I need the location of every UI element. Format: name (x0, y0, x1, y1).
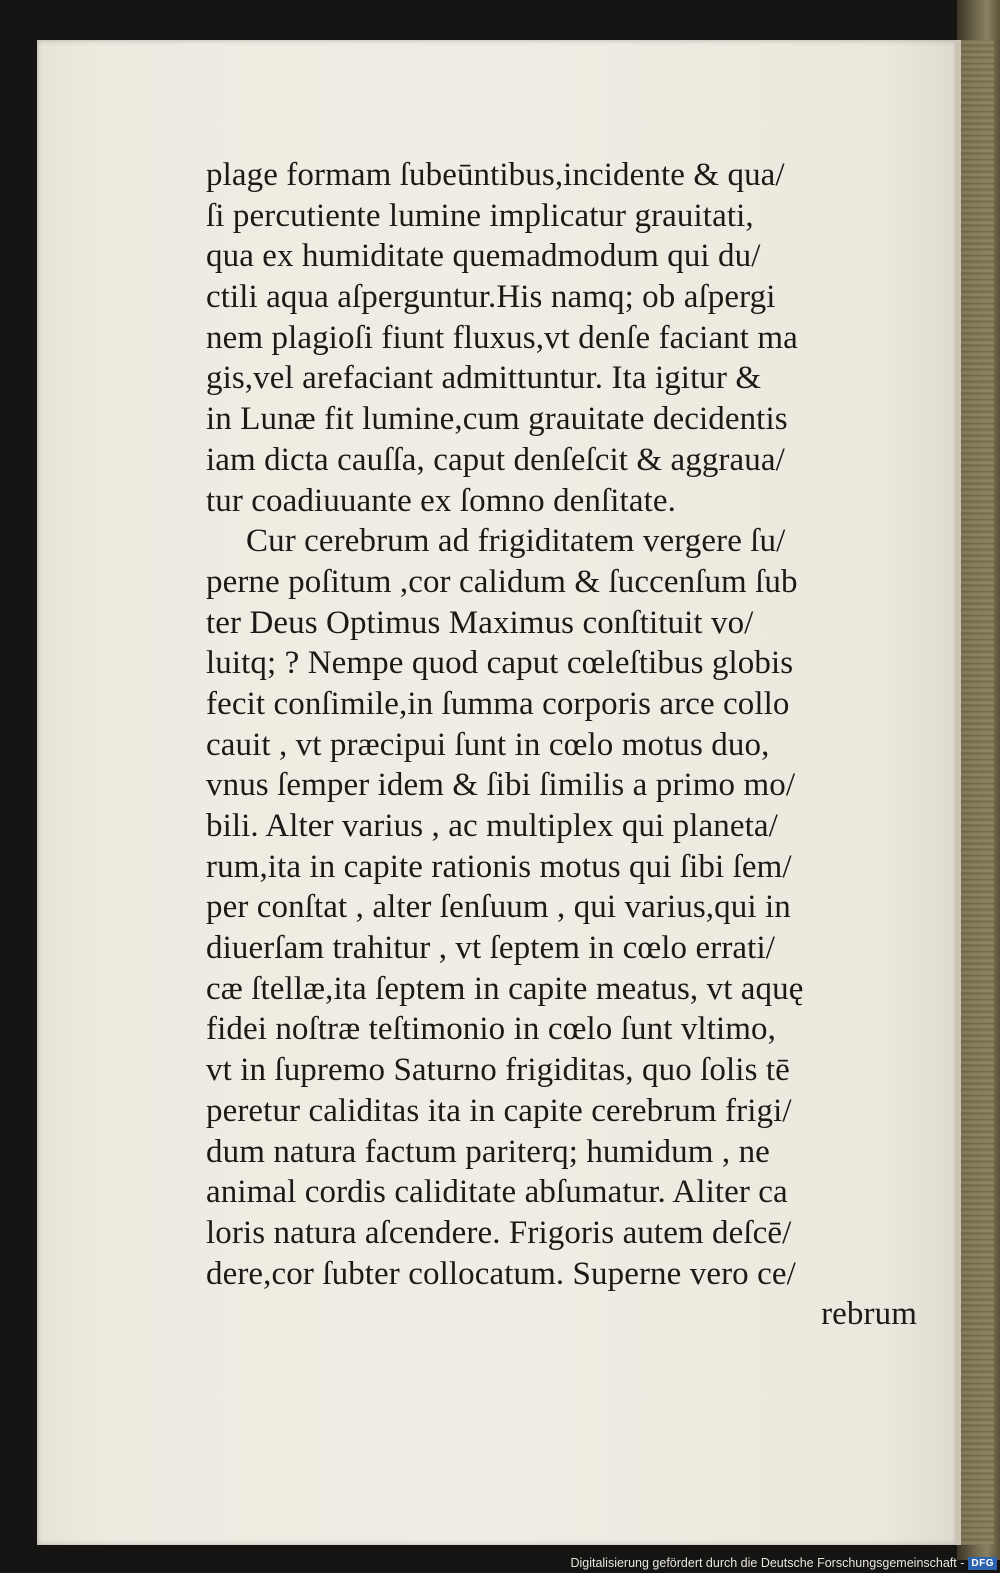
text-line: dere,cor ſubter collocatum. Superne vero ce/ (206, 1255, 796, 1292)
text-line: peretur caliditas ita in capite cerebrum frigi/ (206, 1092, 792, 1129)
text-line: vnus ſemper idem & ſibi ſimilis a primo mo/ (206, 767, 796, 804)
dfg-logo: DFG (968, 1557, 997, 1570)
text-line: gis,vel arefaciant admittuntur. Ita igitur & (206, 360, 762, 397)
text-line: ſi percutiente lumine implicatur grauitati, (206, 197, 754, 234)
text-line: ctili aqua aſperguntur.His namq; ob aſpergi (206, 279, 776, 316)
digitization-credit (570, 1556, 997, 1570)
text-line: perne poſitum ,cor calidum & ſuccenſum ſub (206, 563, 798, 600)
text-line: cauit , vt præcipui ſunt in cœlo motus duo, (206, 726, 770, 763)
page-text (206, 155, 921, 1335)
text-line: animal cordis caliditate abſumatur. Aliter ca (206, 1174, 788, 1211)
text-line: rum,ita in capite rationis motus qui ſibi ſem/ (206, 848, 792, 885)
text-line: tur coadiuuante ex ſomno denſitate. (206, 482, 676, 519)
text-line: iam dicta cauſſa, caput denſeſcit & aggraua/ (206, 441, 785, 478)
catchword: rebrum (821, 1296, 917, 1333)
text-line: ter Deus Optimus Maximus conſtituit vo/ (206, 604, 754, 641)
book-cover-edge (960, 40, 994, 1545)
text-line: diuerſam trahitur , vt ſeptem in cœlo errati/ (206, 930, 775, 967)
text-line: plage formam ſubeūntibus,incidente & qua/ (206, 157, 785, 193)
text-line: vt in ſupremo Saturno frigiditas, quo ſolis tē (206, 1052, 790, 1089)
text-line: in Lunæ fit lumine,cum grauitate decidentis (206, 401, 788, 438)
text-line: nem plagioſi fiunt fluxus,vt denſe faciant ma (206, 319, 798, 356)
credit-text: Digitalisierung gefördert durch die Deutsche Forschungsgemeinschaft - (570, 1556, 965, 1570)
text-line: fecit conſimile,in ſumma corporis arce collo (206, 685, 790, 722)
text-line: luitq; ? Nempe quod caput cœleſtibus globis (206, 645, 794, 682)
text-line: fidei noſtræ teſtimonio in cœlo ſunt vltimo, (206, 1011, 776, 1048)
text-line: cæ ſtellæ,ita ſeptem in capite meatus, vt aquę (206, 970, 804, 1007)
text-line: loris natura aſcendere. Frigoris autem deſcē/ (206, 1214, 792, 1251)
paragraph-start-line: Cur cerebrum ad frigiditatem vergere ſu/ (246, 523, 786, 560)
page-edge (955, 40, 961, 1545)
text-line: per conſtat , alter ſenſuum , qui varius,qui in (206, 889, 791, 926)
text-line: dum natura factum pariterq; humidum , ne (206, 1133, 770, 1170)
text-line: qua ex humiditate quemadmodum qui du/ (206, 238, 761, 275)
text-line: bili. Alter varius , ac multiplex qui planeta/ (206, 808, 778, 844)
